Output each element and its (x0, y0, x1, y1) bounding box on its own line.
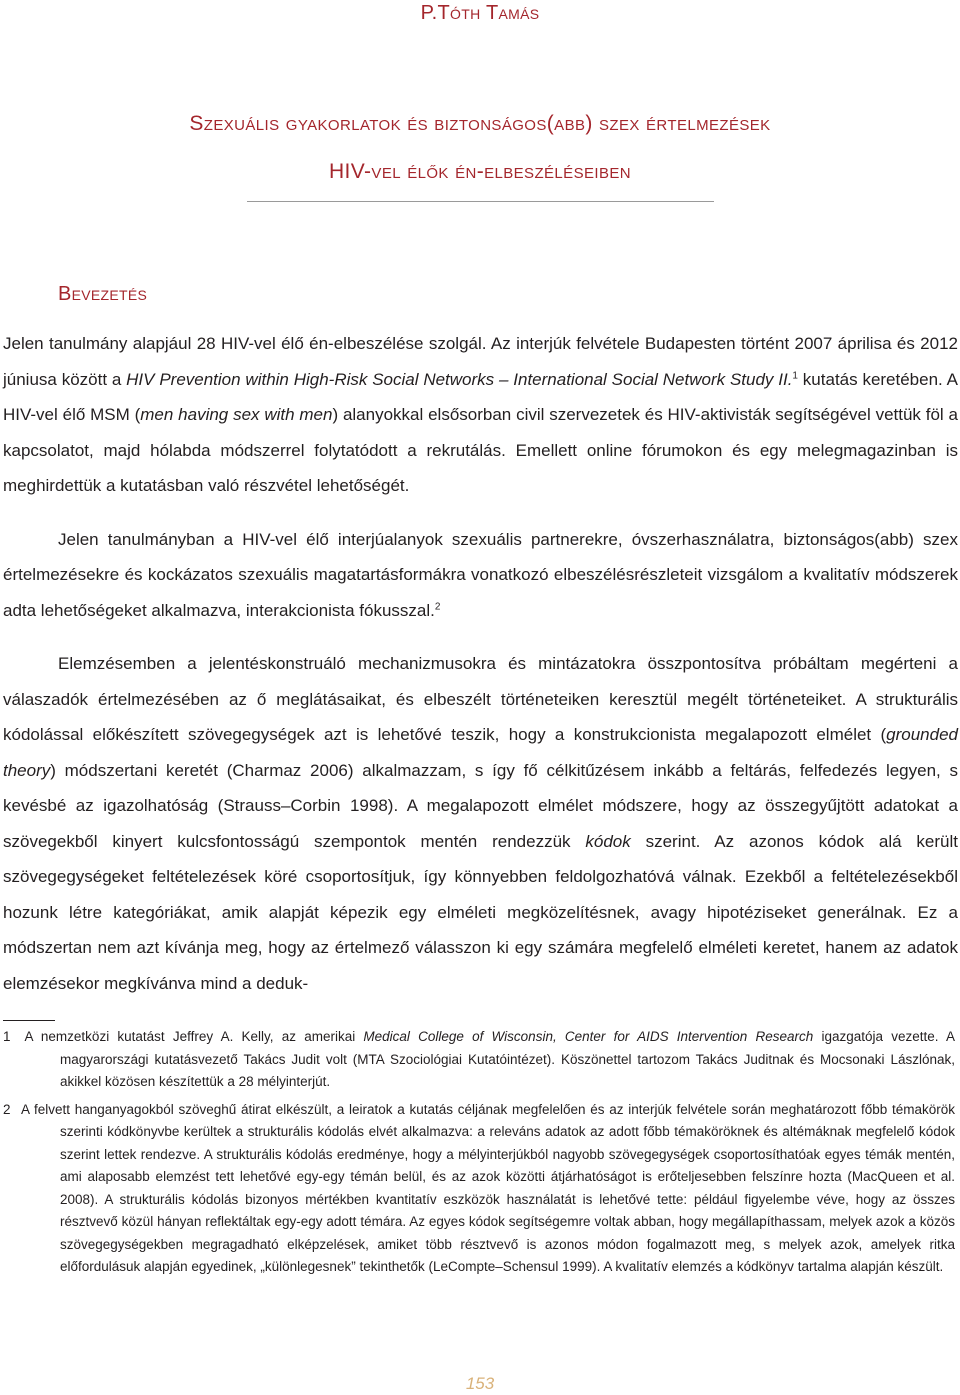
article-title-line-2: HIV-vel élők én-elbeszéléseiben (328, 160, 631, 183)
footnote-1 (3, 1026, 955, 1094)
page-number: 153 (465, 1374, 495, 1393)
footnote-1-institution: Medical College of Wisconsin, Center for AIDS Intervention Research (363, 1029, 814, 1044)
footnote-ref-2: 2 (434, 600, 441, 612)
article-title-line-1: Szexuális gyakorlatok és biztonságos(abb) szex értelmezések (189, 112, 771, 135)
grounded-theory-term: grounded theory (3, 725, 958, 780)
footnote-1-text-c: igazgatója vezette. A magyarországi kutatásvezető Takács Judit volt (MTA Szociológiai Kutatóintézet). Köszönettel tartozom Takács Juditnak és Mocsonaki Lászlónak, akikkel közösen készítettük a 28 mélyinterjút. (60, 1029, 955, 1089)
footnote-2-text: A felvett hanganyagokból szöveghű átirat elkészült, a leiratok a kutatás céljának megfelelően és az interjúk felvétele során meghatározott főbb témakörök szerinti kódkönyvbe kerültek a strukturális kódolás elvét alkalmazva: a releváns adatok az adott főbb témaköröknek és altémáknak megfelelő kódok szerint lettek rendezve. A strukturális kódolás eredménye, hogy a mélyinterjúkból nagyobb szövegegységek csoportosíthatóak egyes témák mentén, ami alaposabb elemzést tett lehetővé egy-egy témán belül, és az azok közötti átjárhatóságot is erőteljesebben felszínre hozta (MacQueen et al. 2008). A strukturális kódolás bizonyos mértékben kvantitatív eszközök használatát is lehetővé tette: például figyelembe véve, hogy az összes résztvevő közül hányan reflektáltak egy-egy adott témára. Az egyes kódok segítségemre voltak abban, hogy megállapíthassam, melyek azok a közös szövegegységekben megragadható elképzelések, amiket több résztvevő is azonos módon fogalmazott meg, s melyek azok, amelyek ritka előfordulásuk alapján egyedinek, „különlegesnek” tekinthetők (LeCompte–Schensul 1999). A kvalitatív elemzés a kódkönyv tartalma alapján készült. (20, 1101, 955, 1274)
title-divider (247, 201, 714, 202)
codes-term: kódok (585, 831, 631, 851)
paragraph-3-text-a: Elemzésemben a jelentéskonstruáló mechanizmusokra és mintázatokra összpontosítva próbáltam megérteni a válaszadók értelmezésében az ő meglátásaikat, és elbeszélt történeteiken keresztül megélt történeteiket. A strukturális kódolással előkészített szövegegységek azt is lehetővé teszik, hogy a konstrukcionista megalapozott elmélet ( (3, 654, 958, 744)
article-title (0, 100, 960, 196)
paragraph-2 (3, 522, 958, 629)
paragraph-3-text-c: ) módszertani keretét (Charmaz 2006) alkalmazzam, s így fő célkitűzésem inkább a feltárás, felfedezés legyen, s kevésbé az igazolhatóság (Strauss–Corbin 1998). A megalapozott elmélet módszere, hogy az összegyűjtött adatokat a szövegekből kinyert kulcsfontosságú szempontok mentén rendezzük (3, 760, 958, 851)
paragraph-1-text-e: ) alanyokkal elsősorban civil szervezetek és HIV-aktivisták segítségével vettük föl a kapcsolatot, majd hólabda módszerrel folytatódott a rekrutálás. Emellett online fórumokon és egy melegmagazinban is meghirdettük a kutatásban való részvétel lehetőségét. (3, 405, 958, 495)
footnote-2-number: 2 (3, 1101, 11, 1117)
footnote-divider (3, 1020, 55, 1021)
paragraph-1-text-c: kutatás keretében. A HIV-vel élő MSM ( (3, 369, 958, 424)
footnote-ref-1: 1 (792, 369, 798, 381)
study-name: HIV Prevention within High-Risk Social Networks – International Social Network Study II. (126, 369, 793, 389)
msm-definition: men having sex with men (140, 405, 333, 424)
running-header-author: P.Tóth Tamás (420, 2, 540, 24)
footnote-1-number: 1 (3, 1029, 11, 1044)
paragraph-1-text-a: Jelen tanulmány alapjául 28 HIV-vel élő én-elbeszélése szolgál. Az interjúk felvétele Budapesten történt 2007 áprilisa és 2012 júniusa között a (3, 334, 958, 389)
footnotes (3, 1026, 955, 1284)
paragraph-2-text: Jelen tanulmányban a HIV-vel élő interjúalanyok szexuális partnerekre, óvszerhasználatra, biztonságos(abb) szex értelmezésekre és kockázatos szexuális magatartásformákra vonatkozó elbeszélésrészleteit vizsgálom a kvalitatív módszerek adta lehetőségeket alkalmazva, interakcionista fókusszal. (3, 529, 958, 620)
paragraph-3-text-e: szerint. Az azonos kódok alá került szövegegységeket feltételezések köré csoportosítjuk, így könnyebben feldolgozhatóvá válnak. Ezekből a feltételezésekből hozunk létre kategóriákat, amik alapját képezik egy elméleti megközelítésnek, avagy hipotéziseket generálnak. Ez a módszertan nem azt kívánja meg, hogy az értelmező válasszon ki egy számára megfelelő elméleti keretet, hanem az adatok elemzésekor megkívánva mind a deduk- (3, 831, 958, 993)
body-text (3, 326, 958, 1001)
paragraph-1 (3, 326, 958, 504)
footnote-1-text-a: A nemzetközi kutatást Jeffrey A. Kelly, az amerikai (24, 1029, 364, 1044)
footnote-2 (3, 1099, 955, 1279)
section-heading: Bevezetés (58, 283, 148, 305)
paragraph-3 (3, 646, 958, 1001)
